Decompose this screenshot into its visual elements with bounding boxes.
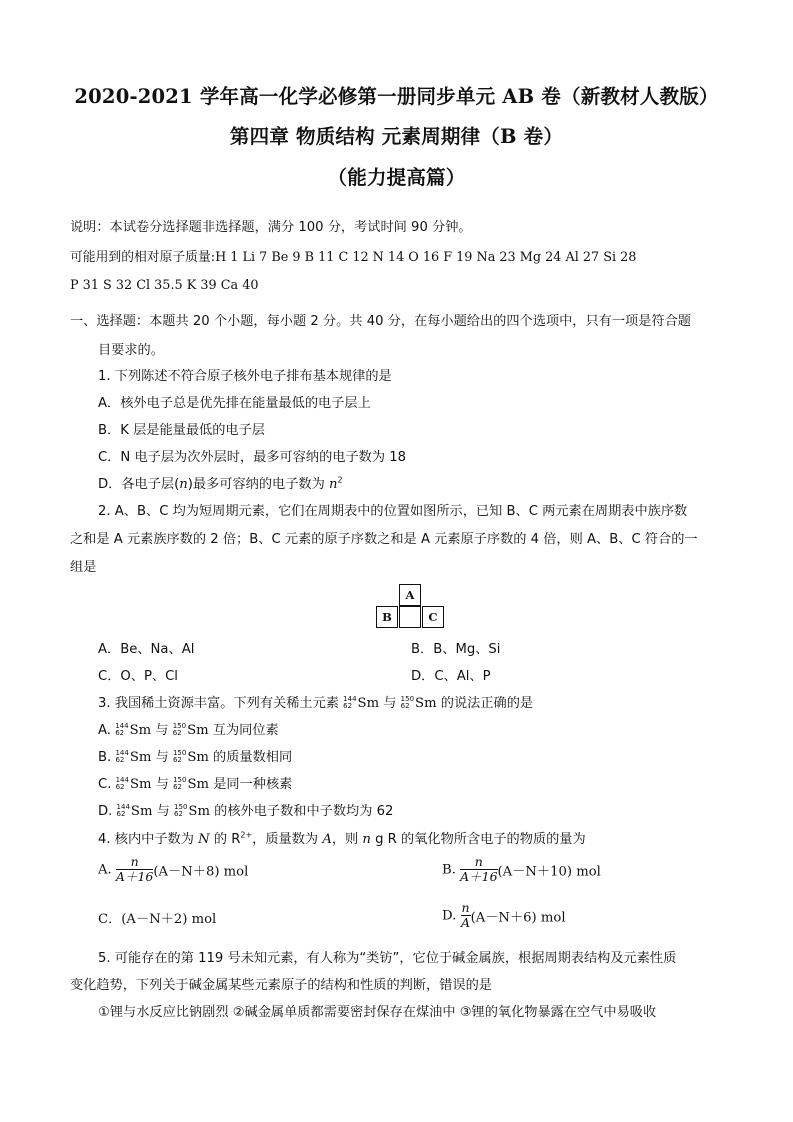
q3-b-mid: 与	[151, 750, 173, 765]
nuclide-mass: 144	[115, 776, 129, 784]
cell-c: C	[422, 606, 444, 628]
atomic-mass-line1: 可能用到的相对原子质量:H 1 Li 7 Be 9 B 11 C 12 N 14 O 16 F 19 Na 23 Mg 24 Al 27 Si 28	[70, 250, 637, 265]
q3-option-a	[98, 719, 279, 738]
q4-stem-mid3: ，则	[331, 832, 363, 847]
q3-option-d	[98, 800, 393, 819]
q4-option-d	[442, 901, 566, 931]
nuclide-symbol: Sm	[130, 804, 153, 819]
q4-var-a: A	[322, 832, 332, 847]
nuclide-symbol: Sm	[187, 723, 209, 738]
q4-stem-mid2: ，质量数为	[252, 832, 323, 847]
nuclide-sm-144	[115, 723, 151, 738]
q1-option-d-n: n	[179, 477, 188, 492]
nuclide-z: 62	[400, 702, 410, 710]
nuclide-mass: 144	[116, 803, 130, 811]
q4-b-expr: (A－N＋10) mol	[497, 864, 601, 880]
nuclide-mass: 144	[343, 695, 357, 703]
nuclide-mass: 150	[172, 722, 187, 730]
doc-title-line1: 2020-2021 学年高一化学必修第一册同步单元 AB 卷（新教材人教版）	[74, 85, 719, 108]
q1-option-c: C．N 电子层为次外层时，最多可容纳的电子数为 18	[98, 450, 406, 465]
nuclide-z: 62	[115, 783, 125, 791]
q3-stem-mid: 与	[379, 696, 401, 711]
q4-option-b	[442, 855, 601, 885]
q4-stem-mid1: 的 R	[209, 832, 241, 847]
q3-stem-pre: 3. 我国稀土资源丰富。下列有关稀土元素	[98, 696, 344, 711]
q4-a-den: A＋16	[115, 869, 154, 885]
q4-option-c: C．(A－N＋2) mol	[98, 912, 217, 927]
nuclide-symbol: Sm	[188, 804, 210, 819]
nuclide-mass: 144	[115, 749, 129, 757]
cell-b: B	[376, 606, 398, 628]
nuclide-sm-144	[116, 777, 152, 792]
nuclide-z: 62	[172, 729, 182, 737]
q3-a-pre: A.	[98, 723, 116, 738]
q3-stem	[98, 692, 533, 711]
nuclide-z: 62	[116, 810, 126, 818]
q3-d-pre: D.	[98, 804, 117, 819]
q2-stem-line3: 组是	[70, 560, 97, 575]
q4-a-label: A.	[98, 862, 112, 878]
q4-d-den: A	[461, 915, 471, 931]
doc-title-line2: 第四章 物质结构 元素周期律（B 卷）	[229, 125, 564, 148]
nuclide-symbol: Sm	[129, 750, 152, 765]
nuclide-sm-150	[173, 750, 209, 765]
q3-option-c	[98, 773, 292, 792]
nuclide-symbol: Sm	[187, 777, 210, 792]
nuclide-z: 62	[343, 702, 353, 710]
nuclide-sm-144	[117, 804, 153, 819]
q4-var-n: N	[198, 832, 210, 847]
q2-option-a: A．Be、Na、Al	[98, 642, 195, 657]
q1-option-d	[98, 473, 343, 492]
q3-stem-post: 的说法正确的是	[436, 696, 534, 711]
q5-stem-line2: 变化趋势，下列关于碱金属某些元素原子的结构和性质的判断，错误的是	[70, 978, 492, 993]
nuclide-mass: 144	[115, 722, 129, 730]
exam-note: 说明：本试卷分选择题非选择题，满分 100 分，考试时间 90 分钟。	[70, 220, 472, 235]
q3-c-pre: C.	[98, 777, 116, 792]
q4-a-num: n	[116, 855, 153, 870]
q1-option-d-sup: 2	[337, 475, 343, 485]
nuclide-sm-150	[174, 804, 210, 819]
q1-option-d-post: )最多可容纳的电子数为	[187, 477, 329, 492]
section-heading-line1: 一、选择题：本题共 20 个小题，每小题 2 分。共 40 分，在每小题给出的四个选项中，只有一项是符合题	[70, 314, 691, 329]
cell-empty	[399, 606, 421, 628]
q1-stem: 1. 下列陈述不符合原子核外电子排布基本规律的是	[98, 369, 392, 384]
q4-stem-post: g R 的氧化物所含电子的物质的量为	[370, 832, 586, 847]
nuclide-mass: 150	[173, 776, 187, 784]
q3-b-post: 的质量数相同	[208, 750, 293, 765]
q4-d-num: n	[461, 900, 470, 915]
q4-stem	[98, 828, 586, 847]
nuclide-z: 62	[174, 810, 183, 818]
q3-d-post: 的核外电子数和中子数均为 62	[209, 804, 394, 819]
atomic-mass-line2: P 31 S 32 Cl 35.5 K 39 Ca 40	[70, 278, 259, 293]
q2-stem-line2: 之和是 A 元素族序数的 2 倍；B、C 元素的原子序数之和是 A 元素原子序数的 4 倍，则 A、B、C 符合的一	[70, 532, 698, 547]
nuclide-symbol: Sm	[187, 750, 209, 765]
q5-stem-line3: ①锂与水反应比钠剧烈 ②碱金属单质都需要密封保存在煤油中 ③锂的氧化物暴露在空气中易吸收	[98, 1005, 657, 1020]
q1-option-b: B．K 层是能量最低的电子层	[98, 423, 265, 438]
doc-title-line3: （能力提高篇）	[327, 166, 466, 189]
q2-stem-line1: 2. A、B、C 均为短周期元素，它们在周期表中的位置如图所示，已知 B、C 两元素在周期表中族序数	[98, 504, 688, 519]
q5-stem-line1: 5. 可能存在的第 119 号未知元素，有人称为“类钫”，它位于碱金属族，根据周期表结构及元素性质	[98, 951, 677, 966]
nuclide-symbol: Sm	[129, 777, 152, 792]
q4-b-label: B.	[442, 862, 456, 878]
q2-option-b: B．B、Mg、Si	[411, 642, 501, 657]
q1-option-d-n2: n	[328, 477, 338, 492]
q3-c-mid: 与	[151, 777, 174, 792]
q3-b-pre: B.	[98, 750, 116, 765]
nuclide-symbol: Sm	[415, 696, 437, 711]
nuclide-z: 62	[115, 756, 125, 764]
q3-d-mid: 与	[152, 804, 175, 819]
nuclide-z: 62	[173, 783, 183, 791]
q4-a-fraction	[116, 855, 153, 885]
q3-a-mid: 与	[151, 723, 173, 738]
q4-charge: 2+	[240, 830, 253, 840]
nuclide-sm-150	[173, 723, 209, 738]
nuclide-mass: 150	[400, 695, 415, 703]
q2-option-c: C．O、P、Cl	[98, 669, 178, 684]
q4-option-a	[98, 855, 248, 885]
nuclide-z: 62	[172, 756, 182, 764]
q4-a-expr: (A－N＋8) mol	[153, 864, 249, 880]
q3-option-b	[98, 746, 292, 765]
nuclide-sm-144	[115, 750, 151, 765]
cell-a: A	[399, 584, 421, 606]
q4-b-fraction	[460, 855, 497, 885]
q2-option-d: D．C、Al、P	[411, 669, 491, 684]
section-heading-line2: 目要求的。	[98, 343, 164, 358]
q4-stem-pre: 4. 核内中子数为	[98, 832, 199, 847]
nuclide-sm-150	[401, 696, 437, 711]
nuclide-sm-150	[173, 777, 209, 792]
q3-a-post: 互为同位素	[208, 723, 279, 738]
q4-d-label: D.	[442, 908, 457, 924]
q4-var-mass-n: n	[362, 832, 371, 847]
nuclide-sm-144	[343, 696, 379, 711]
q1-option-a: A．核外电子总是优先排在能量最低的电子层上	[98, 396, 371, 411]
q4-d-expr: (A－N＋6) mol	[470, 910, 566, 926]
nuclide-mass: 150	[172, 749, 187, 757]
nuclide-z: 62	[115, 729, 125, 737]
q1-option-d-pre: D．各电子层(	[98, 477, 180, 492]
nuclide-mass: 150	[174, 803, 188, 811]
q4-d-fraction	[461, 901, 471, 931]
q4-b-den: A＋16	[460, 869, 498, 885]
q3-c-post: 是同一种核素	[209, 777, 293, 792]
q4-b-num: n	[460, 855, 497, 870]
nuclide-symbol: Sm	[357, 696, 380, 711]
nuclide-symbol: Sm	[129, 723, 152, 738]
